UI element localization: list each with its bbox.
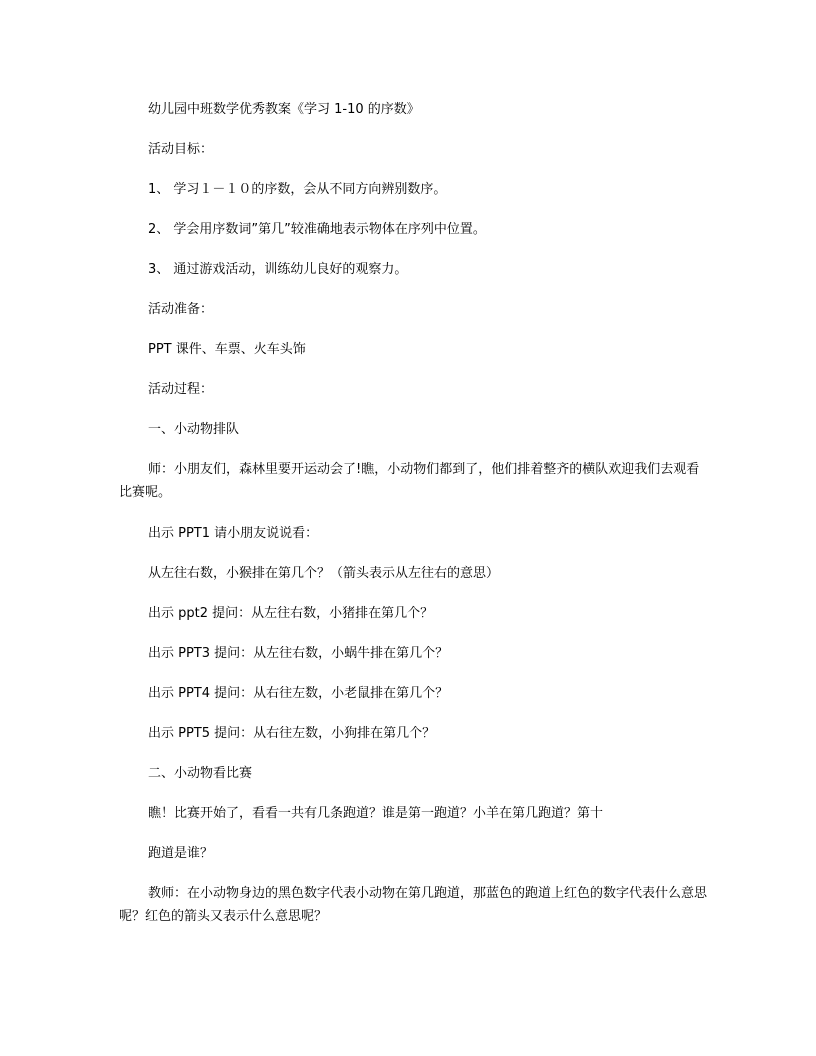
- paragraph: 师：小朋友们，森林里要开运动会了!瞧，小动物们都到了，他们排着整齐的横队欢迎我们去观看比赛呢。: [119, 462, 700, 500]
- paragraph: 2、 学会用序数词”第几”较准确地表示物体在序列中位置。: [148, 222, 486, 237]
- section-heading: 活动过程：: [148, 382, 214, 397]
- paragraph: 跑道是谁？: [148, 846, 214, 861]
- paragraph: 教师：在小动物身边的黑色数字代表小动物在第几跑道，那蓝色的跑道上红色的数字代表什么意思呢？红色的箭头又表示什么意思呢？: [119, 886, 708, 924]
- section-heading: 一、小动物排队: [148, 422, 240, 437]
- paragraph: 出示 PPT3 提问：从左往右数，小蜗牛排在第几个？: [148, 646, 449, 661]
- document-title: 幼儿园中班数学优秀教案《学习 1-10 的序数》: [148, 102, 420, 117]
- paragraph: 出示 PPT5 提问：从右往左数，小狗排在第几个？: [148, 726, 436, 741]
- paragraph: 出示 ppt2 提问：从左往右数，小猪排在第几个？: [148, 606, 434, 621]
- paragraph: 出示 PPT4 提问：从右往左数，小老鼠排在第几个？: [148, 686, 449, 701]
- paragraph: 3、 通过游戏活动，训练幼儿良好的观察力。: [148, 262, 408, 277]
- paragraph: PPT 课件、车票、火车头饰: [148, 342, 306, 357]
- paragraph: 1、 学习１－１０的序数，会从不同方向辨别数序。: [148, 182, 447, 197]
- section-heading: 活动目标：: [148, 142, 214, 157]
- paragraph: 出示 PPT1 请小朋友说说看：: [148, 526, 319, 541]
- section-heading: 活动准备：: [148, 302, 214, 317]
- section-heading: 二、小动物看比赛: [148, 766, 253, 781]
- paragraph: 从左往右数，小猴排在第几个？（箭头表示从左往右的意思）: [148, 566, 500, 581]
- paragraph: 瞧！比赛开始了，看看一共有几条跑道？谁是第一跑道？小羊在第几跑道？第十: [148, 806, 604, 821]
